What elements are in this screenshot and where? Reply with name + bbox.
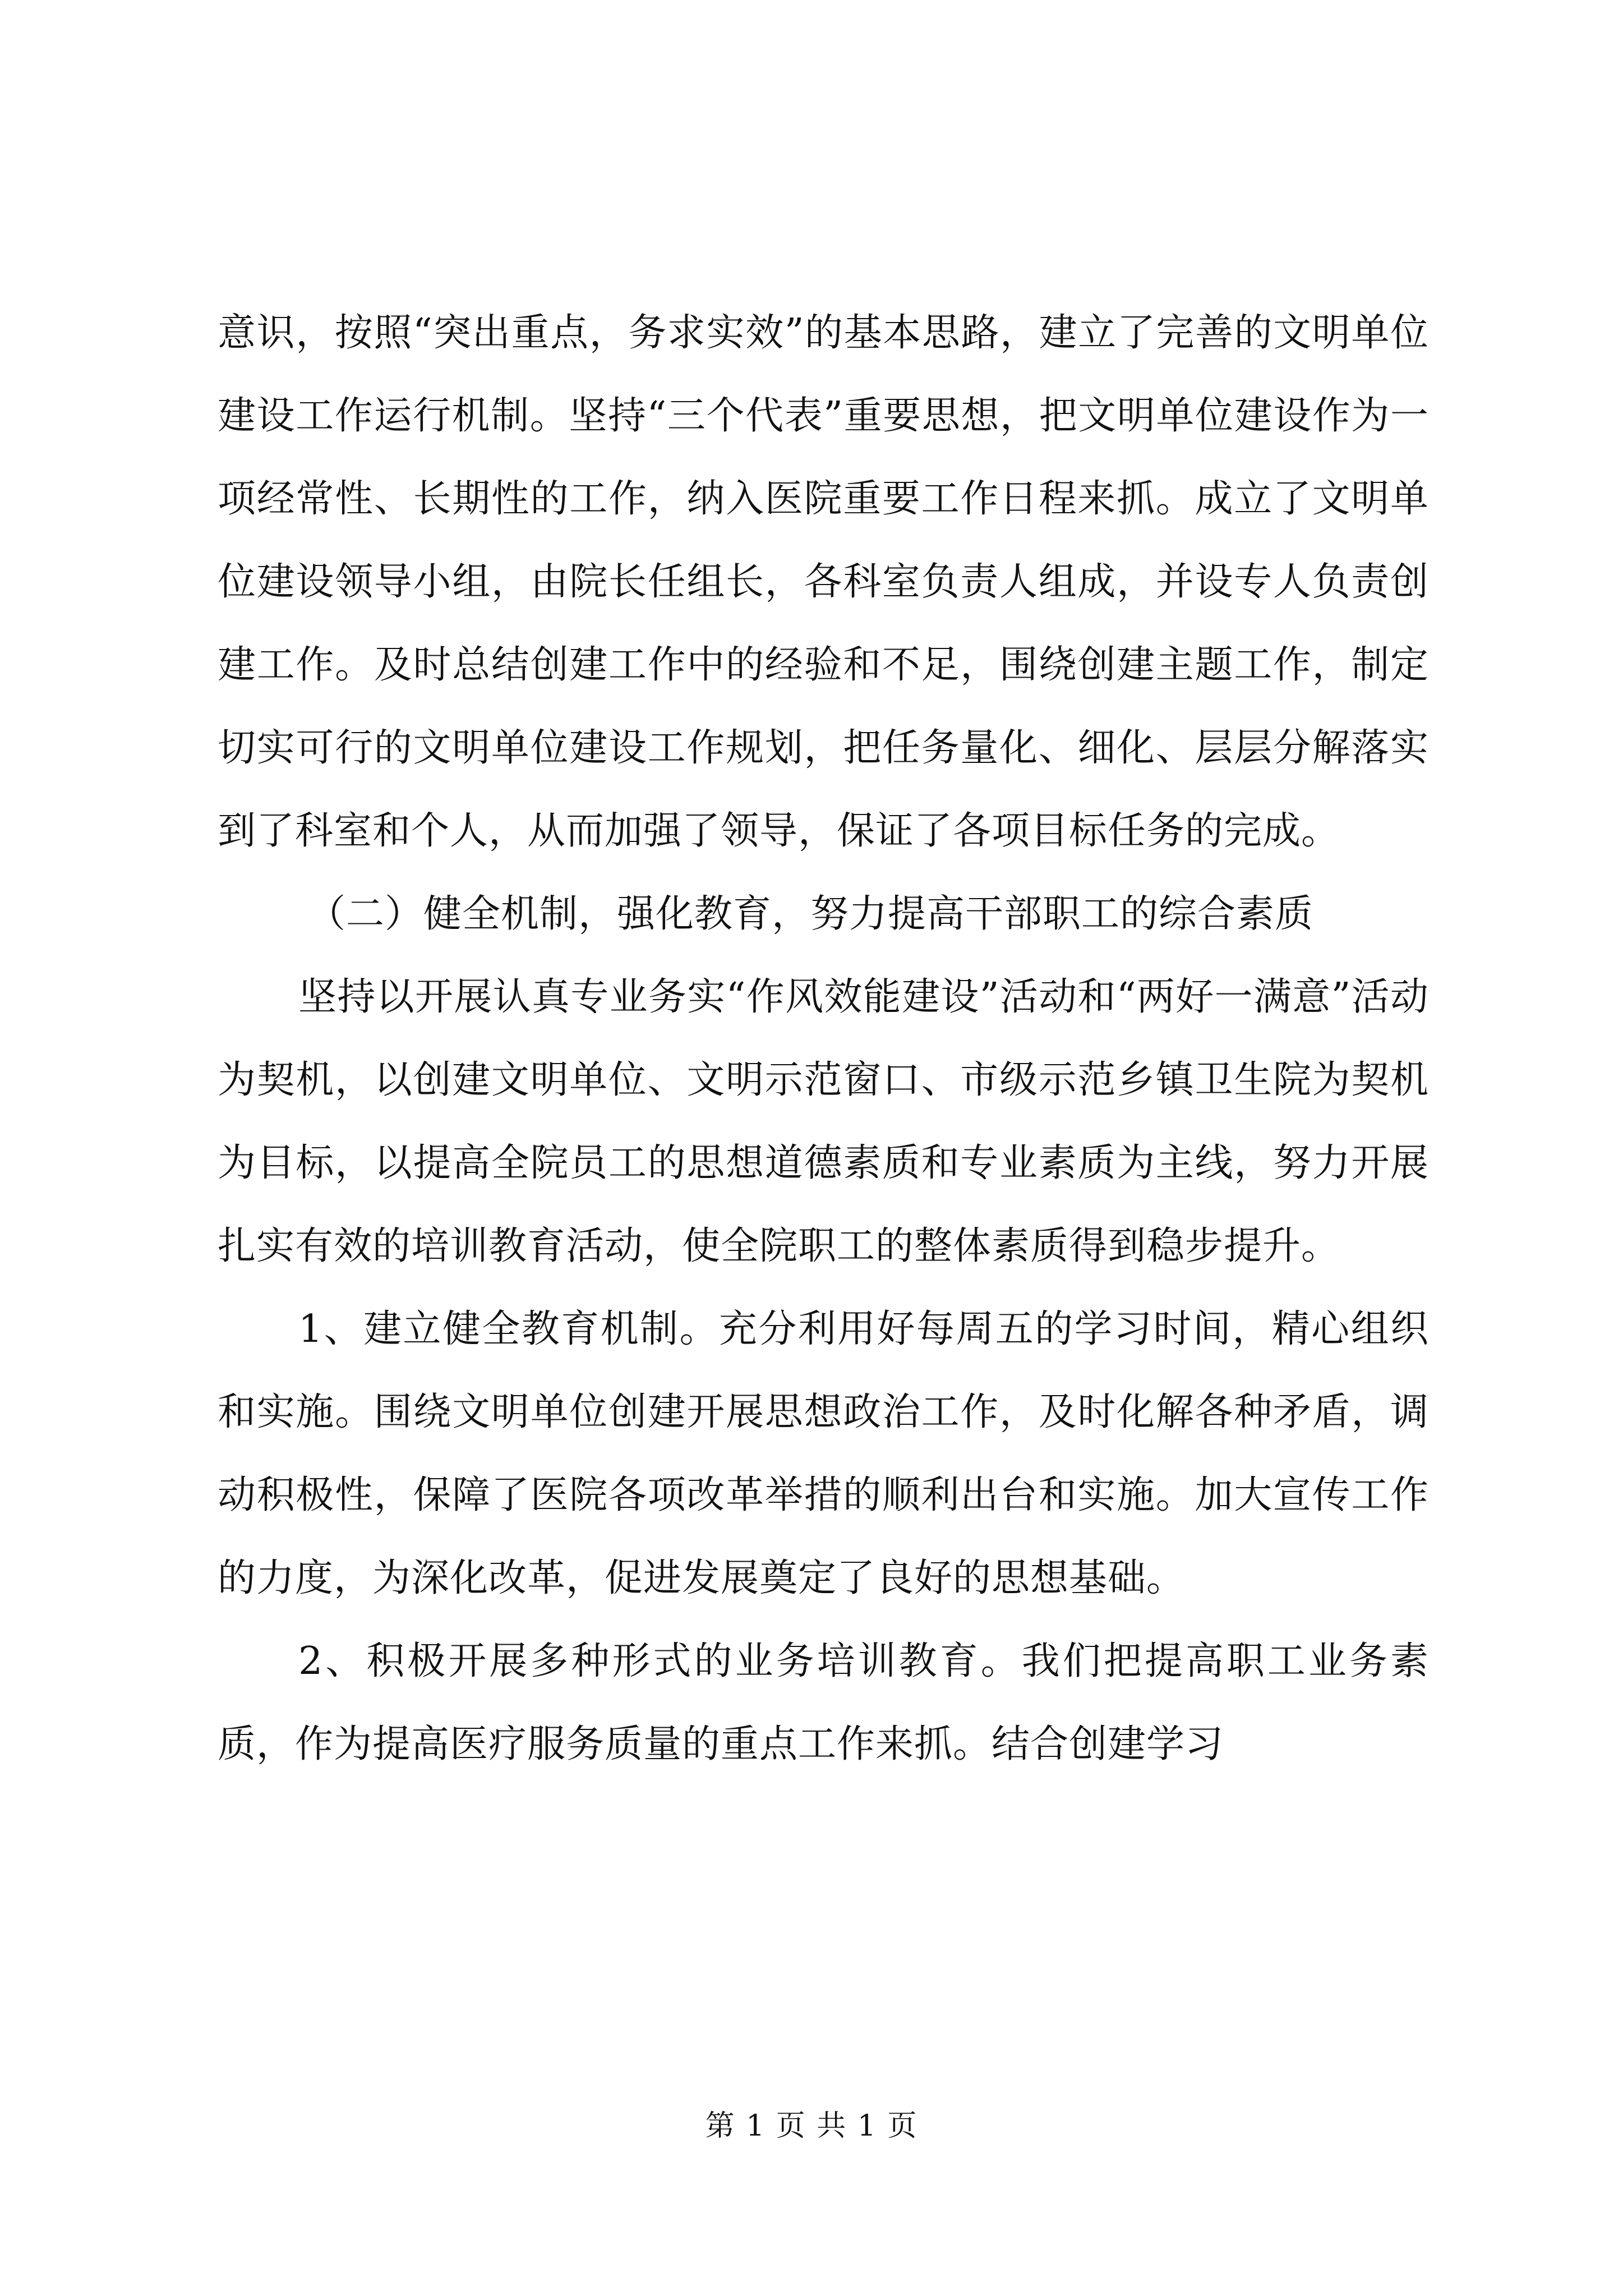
paragraph: 坚持以开展认真专业务实“作风效能建设”活动和“两好一满意”活动为契机，以创建文明单位、文明示范窗口、市级示范乡镇卫生院为契机为目标，以提高全院员工的思想道德素质和专业素质为主线，努力开展扎实有效的培训教育活动，使全院职工的整体素质得到稳步提升。 [218, 975, 1429, 1268]
body-text [218, 292, 1429, 1786]
paragraph-continuation: 意识，按照“突出重点，务求实效”的基本思路，建立了完善的文明单位建设工作运行机制。坚持“三个代表”重要思想，把文明单位建设作为一项经常性、长期性的工作，纳入医院重要工作日程来抓。成立了文明单位建设领导小组，由院长任组长，各科室负责人组成，并设专人负责创建工作。及时总结创建工作中的经验和不足，围绕创建主题工作，制定切实可行的文明单位建设工作规划，把任务量化、细化、层层分解落实到了科室和个人，从而加强了领导，保证了各项目标任务的完成。 [218, 311, 1429, 853]
paragraph-item-2: 2、积极开展多种形式的业务培训教育。我们把提高职工业务素质，作为提高医疗服务质量的重点工作来抓。结合创建学习 [218, 1639, 1429, 1766]
page-footer: 第 1 页 共 1 页 [705, 2109, 918, 2143]
section-heading: （二）健全机制，强化教育，努力提高干部职工的综合素质 [307, 892, 1314, 936]
paragraph-item-1: 1、建立健全教育机制。充分利用好每周五的学习时间，精心组织和实施。围绕文明单位创建开展思想政治工作，及时化解各种矛盾，调动积极性，保障了医院各项改革举措的顺利出台和实施。加大宣传工作的力度，为深化改革，促进发展奠定了良好的思想基础。 [218, 1307, 1429, 1600]
